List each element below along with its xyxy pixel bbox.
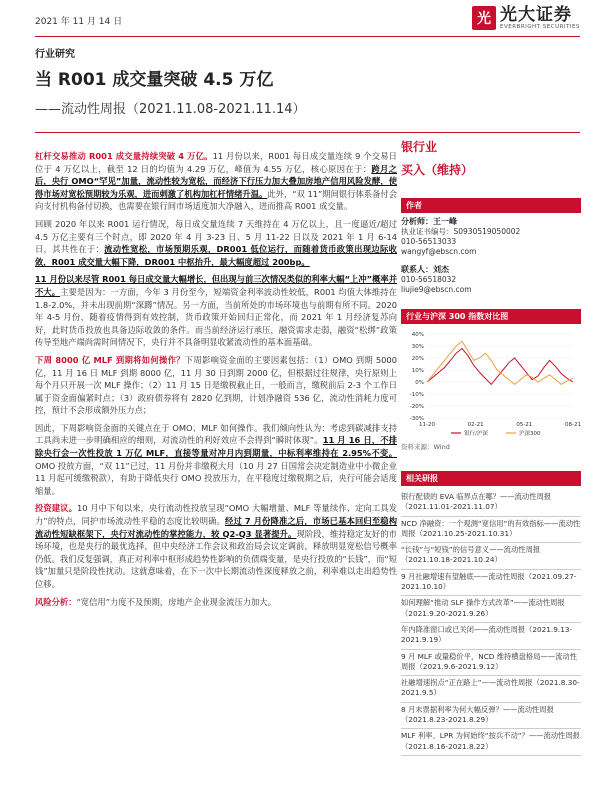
author-phone: 010-56518032 — [401, 275, 457, 284]
highlight-text: 11 月份以来尽管 R001 每日成交量大幅增长，但出现与前三次情况类似的利率大幅“上冲”概率并不大。 — [35, 274, 397, 297]
logo-mark-icon: 光 — [472, 6, 496, 30]
logo-cn: 光大证券 — [500, 5, 573, 25]
body-text: OMO 投放方面，“双 11”已过，11 月份并非缴税大月（10 月 27 日国常会决定制造业中小微企业 11 月起可缓缴税款），有助于降低央行 OMO 投放压力，在平稳度过缴税期之后，央行可能会适度缩量。 — [35, 460, 397, 496]
report-category: 行业研究 — [35, 49, 75, 60]
report-title: 当 R001 成交量突破 4.5 万亿 — [35, 70, 274, 90]
series-line-0 — [427, 348, 573, 384]
sidebar — [401, 138, 581, 756]
y-tick-label: 0% — [415, 380, 424, 386]
paragraph-4 — [35, 354, 397, 417]
legend-label: 沪深300 — [519, 431, 541, 437]
y-tick-label: -20% — [409, 404, 424, 410]
x-tick-label: 02-21 — [467, 422, 484, 428]
related-report-item[interactable]: 9 月 MLF 或量稳价平，NCD 维持横盘格局——流动性周报（2021.9.6-2021.9.12） — [401, 650, 581, 677]
logo-en: EVERBRIGHT SECURITIES — [500, 24, 580, 30]
paragraph-6 — [35, 502, 397, 590]
legend-label: 银行/沪深 — [464, 431, 488, 437]
related-list — [401, 490, 581, 756]
y-tick-label: 30% — [411, 344, 424, 350]
paragraph-3 — [35, 273, 397, 349]
rating-label: 买入（维持） — [401, 163, 474, 177]
author-email[interactable]: wangyf@ebscn.com — [401, 247, 477, 256]
y-tick-label: -30% — [409, 416, 424, 422]
body-text: 此外，“双 11”期间银行体系备付会向支付机构备付切换，也需要在银行间市场适度加大净融入，进而推高 R001 成交量。 — [35, 188, 397, 212]
chart-source: 资料来源：Wind — [401, 443, 450, 451]
report-body — [35, 150, 397, 613]
lead-text: 杠杆交易推动 R001 成交量持续突破 4 万亿。 — [35, 151, 213, 161]
author-name: 联系人：刘杰 — [401, 265, 449, 274]
broker-logo — [472, 6, 580, 30]
lead-text: 风险分析： — [35, 596, 77, 607]
related-report-item[interactable]: “长钱”与“短钱”的信号意义——流动性周报（2021.10.18-2021.10.24） — [401, 543, 581, 570]
related-report-item[interactable]: 9 月社融增速有望触底——流动性周报（2021.09.27-2021.10.10） — [401, 570, 581, 597]
author-name: 分析师：王一峰 — [401, 217, 457, 226]
author-cert: 执业证书编号：S0930519050002 — [401, 227, 521, 236]
y-tick-label: 40% — [411, 332, 424, 338]
body-text: 11 月份以来，R001 每日成交量连续 9 个交易日位于 4 万亿以上，截至 12 日的均值为 4.29 万亿，峰值为 4.55 万亿，核心原因在于： — [35, 151, 397, 174]
related-header: 相关研报 — [401, 471, 581, 486]
authors-header: 作者 — [401, 198, 581, 213]
related-report-item[interactable]: 年内降准窗口或已关闭——流动性周报（2021.9.13-2021.9.19） — [401, 623, 581, 650]
lead-text: 投资建议。 — [35, 503, 77, 514]
y-tick-label: -10% — [409, 392, 424, 398]
paragraph-7 — [35, 596, 397, 609]
index-chart — [401, 328, 581, 438]
related-report-item[interactable]: NCD 净融资：一个观测“宽信用”的有效指标——流动性周报（2021.10.25-2021.10.31） — [401, 517, 581, 544]
highlight-text: 跨月之后，央行 OMO“罕见”加量，流动性较为宽松，而经济下行压力加大叠加房地产信用风险发酵，使得市场对宽松预期较为乐观，进而刺激了机构加杠杆情绪升温。 — [35, 163, 397, 199]
related-report-item[interactable]: 银行配债的 EVA 临界点在哪？——流动性周报（2021.11.01-2021.11.07） — [401, 490, 581, 517]
report-date: 2021 年 11 月 14 日 — [35, 17, 123, 27]
body-text: 因此，下周影响资金面的关键点在于 OMO、MLF 如何操作。我们倾向性认为：考虑到碳减排支持工具尚未进一步明确相应的细则，对流动性的利好效应不会得到“瞬时体现”。 — [35, 422, 397, 446]
x-tick-label: 05-21 — [516, 422, 533, 428]
body-text: 下周影响资金面的主要因素包括：（1）OMO 到期 5000 亿，11 月 16 日 MLF 到期 8000 亿，11 月 30 日到期 2000 亿，但根据过往规律，央行原则上每个月只开展一次 MLF 操作；（2）11 月 15 日是缴税截止日，一般而言，缴税前后 2-3 个工作日属于资金面偏紧时点；（3）政府债券将有 2820 亿到期，计划净融资 536 亿，流动性消耗力度可控，预计不会形成额外压力点； — [35, 354, 397, 416]
header-divider — [35, 36, 580, 37]
x-tick-label: 08-21 — [565, 422, 581, 428]
related-report-item[interactable]: 8 月末票据利率为何大幅反弹？——流动性周报（2021.8.23-2021.8.29） — [401, 703, 581, 730]
title-divider — [35, 132, 580, 133]
body-text: 回顾 2020 年以来 R001 运行情况，每日成交量连续 7 天维持在 4 万亿以上，且一度逼近/超过 4.5 万亿主要有三个时点，即 2020 年 4 月 3-23 日、5 月 11-22 日以及 2021 年 1 月 6-14 日，其共性在于： — [35, 218, 397, 255]
y-tick-label: 20% — [411, 356, 424, 362]
paragraph-1 — [35, 150, 397, 213]
body-text: 现阶段，维持稳定友好的市场环境，也是央行的最优选择，但中央经济工作会议和政治局会议定调前，释放明显宽松信号概率仍低。我们反复强调，真正对利率中枢形成趋势性影响的负债端变量，是央行投放的“长钱”，而“短钱”加量只是阶段性扰动。这就意味着，在下一次中长期流动性深度释放之前，利率难以走出趋势性位移。 — [35, 528, 397, 589]
related-report-item[interactable]: 如何理解“推动 SLF 操作方式改革”——流动性周报（2021.9.20-2021.9.26） — [401, 596, 581, 623]
body-text: 主要是因为：一方面，今年 3 月份至今，短端资金利率波动性较低，R001 均值大体维持在 1.8-2.0%，并未出现前期“深蹲”情况。另一方面，当前所处的市场环境也与前期有所不同。2020 年 4-5 月份，随着疫情得到有效控制，货币政策开始回归正常化，而 2021 年 1 月经济复苏向好，此时货币投放也具备边际收敛的条件。而当前经济运行承压，融资需求走弱，融资“松绑”政策传导至地产端尚需时间情况下，央行并不具备明显收紧流动性的基本面基础。 — [35, 286, 397, 348]
author-email[interactable]: liujie9@ebscn.com — [401, 285, 472, 294]
author-1 — [401, 217, 581, 257]
author-phone: 010-56513033 — [401, 237, 457, 246]
highlight-text: 经过 7 月份降准之后，市场已基本回归至稳构流动性短缺框架下，央行对流动性的掌控能力，较 Q2-Q3 显著提升。 — [35, 516, 397, 539]
report-subtitle: ——流动性周报（2021.11.08-2021.11.14） — [35, 102, 306, 117]
industry-label: 银行业 — [401, 140, 438, 154]
chart-svg — [401, 328, 581, 438]
paragraph-2 — [35, 218, 397, 268]
author-2 — [401, 265, 581, 295]
related-report-item[interactable]: MLF 利率、LPR 为何始终“按兵不动”？——流动性周报（2021.8.16-2021.8.22） — [401, 729, 581, 756]
highlight-text: 流动性宽松，市场预期乐观，DR001 低位运行，而随着货币政策出现边际收敛，R001 成交量大幅下降，DR001 中枢抬升，最大幅度超过 200bp。 — [35, 244, 397, 267]
related-report-item[interactable]: 社融增速拐点“正在路上”——流动性周报（2021.8.30-2021.9.5） — [401, 676, 581, 703]
body-text: 10 月中下旬以来，央行流动性投放呈现“OMO 大幅增量、MLF 等量续作、定向工具发力”的特点，同护市场流动性平稳的态度比较明确。 — [35, 503, 397, 527]
chart-header: 行业与沪深 300 指数对比图 — [401, 309, 581, 324]
x-tick-label: 11-20 — [419, 422, 435, 428]
lead-text: 下周 8000 亿 MLF 到期将如何操作？ — [35, 354, 185, 365]
highlight-text: 11 月 16 日，不排除央行会一次性投放 1 万亿 MLF，直接等量对冲月内到期量，中标利率维持在 2.95%不变。 — [35, 435, 397, 459]
body-text: “宽信用”力度不及预期，房地产企业现金流压力加大。 — [76, 596, 276, 607]
paragraph-5 — [35, 422, 397, 498]
y-tick-label: 10% — [411, 368, 424, 374]
